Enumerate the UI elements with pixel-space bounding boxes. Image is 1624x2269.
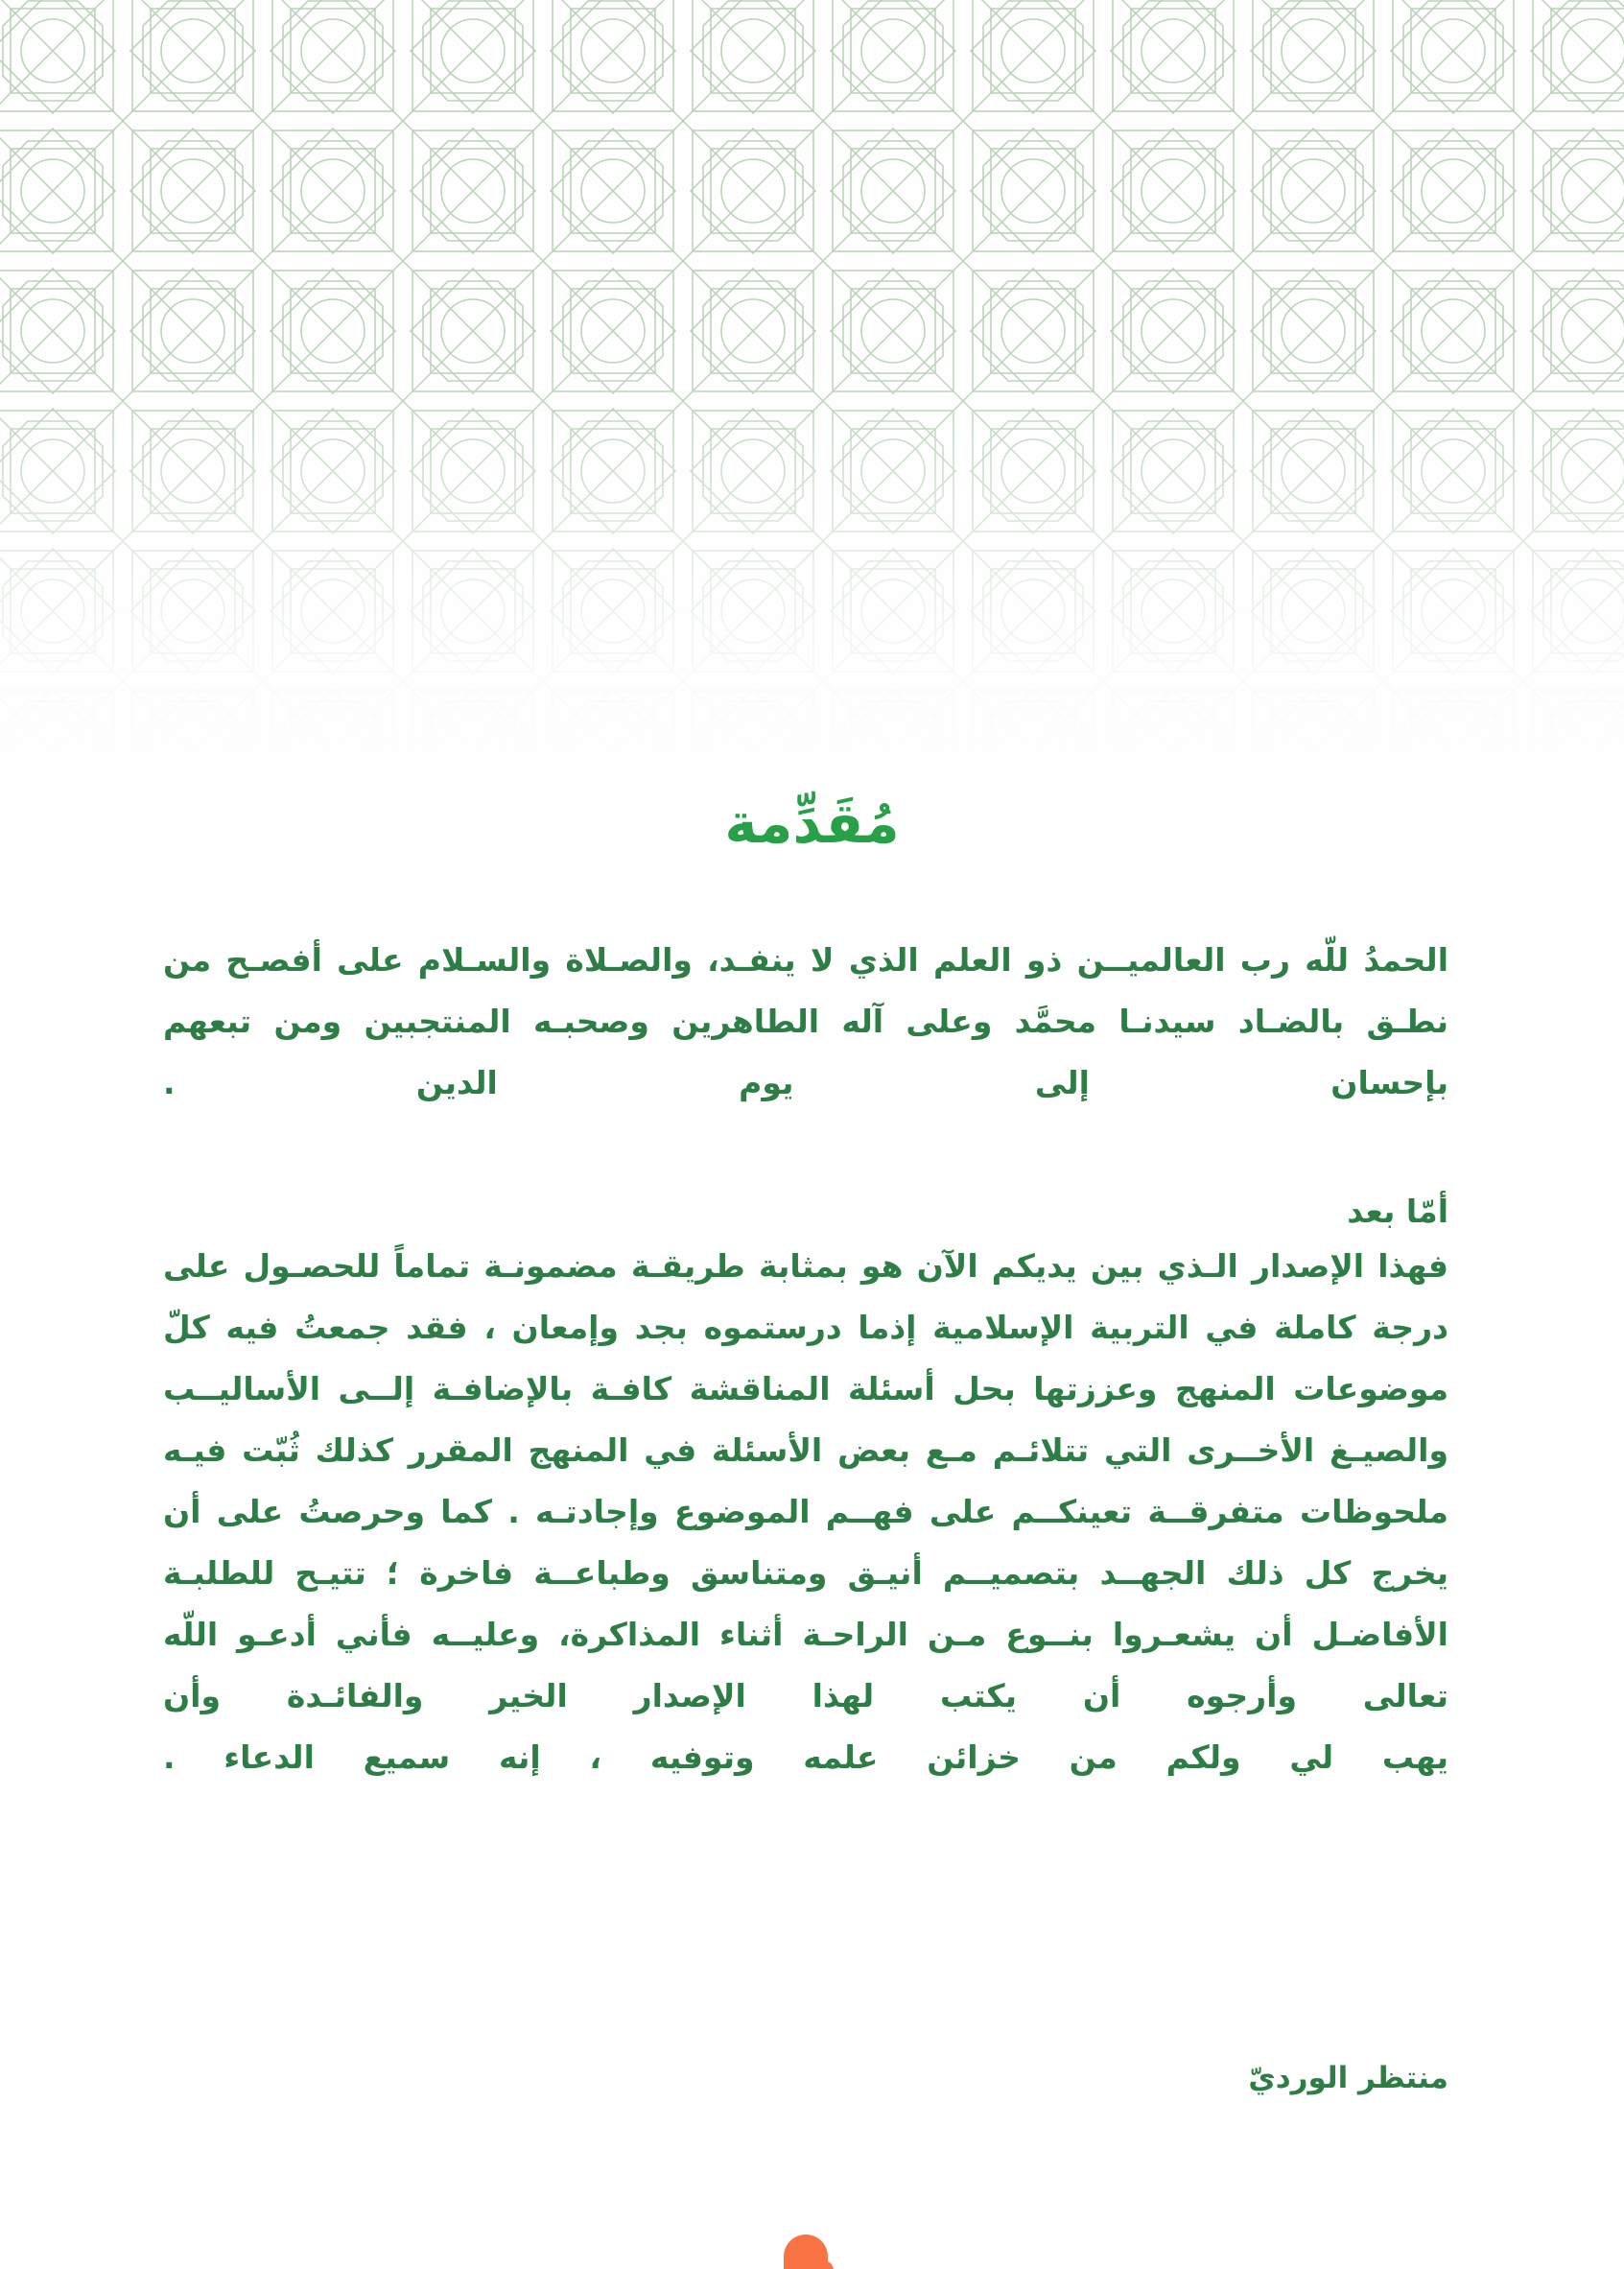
- author-signature: منتظر الورديّ: [1248, 2061, 1448, 2095]
- body-paragraph-text: فهذا الإصدار الـذي بين يديكم الآن هو بمثابة طريقـة مضمونـة تماماً للحصـول على درجة كاملة في التربية الإسلامية إذما درستموه بجد وإمعان ، فقد جمعتُ فيه كلّ موضوعات المنهج وعززتها بحل أسئلة المناقشة كافـة بالإضافـة إلــى الأساليــب والصيـغ الأخــرى التي تتلائـم مـع بعض الأسئلة في المنهج المقرر كذلك ثُبّت فيـه ملحوظات متفرقــة تعينكــم على فهــم الموضوع وإجادتـه . كما وحرصتُ على أن يخرج كل ذلك الجهــد بتصميــم أنيـق ومتناسق وطباعــة فاخرة ؛ تتيـح للطلبـة الأفاضـل أن يشعـروا بنــوع مـن الراحـة أثناء المذاكرة، وعليــه فأني أدعـو اللّه تعالى وأرجوه أن يكتب لهذا الإصدار الخير والفائـدة وأن: [163, 1247, 1448, 1714]
- body-paragraph-last-line: يهب لي ولكم من خزائن علمه وتوفيه ، إنه سميع الدعاء .: [163, 1738, 1448, 1776]
- amma-baad-line: أمّا بعد: [1347, 1193, 1448, 1230]
- body-paragraph: [163, 1236, 1448, 1788]
- opening-paragraph: الحمدُ للّه رب العالميــن ذو العلم الذي لا ينفـد، والصـلاة والسـلام على أفصـح من نطـق بالضـاد سيدنـا محمَّد وعلى آله الطاهرين وصحبـه المنتجبين ومن تبعهم بإحسان إلى يوم الدين .: [163, 941, 1448, 1101]
- page-title: مُقَدِّمة: [724, 790, 900, 856]
